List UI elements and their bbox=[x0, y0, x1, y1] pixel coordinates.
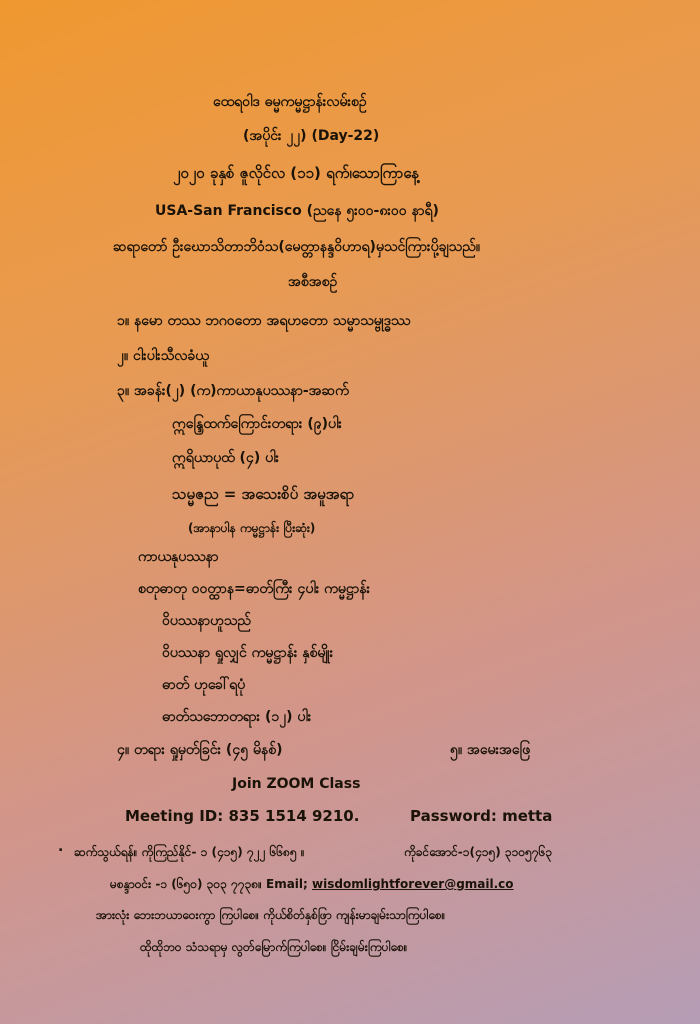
location-time: USA-San Francisco (ညနေ ၅း၀၀-၈း၀၀ နာရီ) bbox=[155, 203, 439, 219]
contact-phone-email-label: မစန္ဒာဝင်း -၁ (၆၅၀) ၃၀၃ ၇၇၃၈။ Email; bbox=[110, 877, 308, 891]
program-item-5: ၅။ အမေးအဖြေ bbox=[450, 742, 531, 758]
bullet-dot: . bbox=[58, 839, 64, 855]
section-2-title: ကာယနုပဿနာ bbox=[138, 549, 219, 565]
program-item-3-sub-4: (အာနာပါန ကမ္မဋ္ဌာန်း ပြီးဆုံး) bbox=[188, 521, 316, 535]
password: Password: metta bbox=[410, 807, 553, 825]
page-title: ထေရဝါဒ ဓမ္မကမ္မဋ္ဌာန်းလမ်းစဉ် bbox=[213, 94, 367, 110]
section-2-line-1: စတုဓာတု ဝဝတ္ထာန=ဓာတ်ကြီး ၄ပါး ကမ္မဋ္ဌာန်း bbox=[138, 581, 371, 597]
section-2-sub-2: ဝိပဿနာ ရှုလျှင် ကမ္မဋ္ဌာန်း နှစ်မျိုး bbox=[162, 645, 334, 661]
teacher-line: ဆရာတော် ဦးဃောသိတာဘိဝံသ(မေတ္တာနန္ဒဝိဟာရ)မှသင်ကြားပို့ချသည်။ bbox=[113, 239, 480, 255]
blessing-line-2: ထိုထိုဘဝ သံသရာမှ လွတ်မြောက်ကြပါစေ။ ငြိမ်းချမ်းကြပါစေ။ bbox=[140, 940, 408, 954]
part-label: (အပိုင်း ၂၂) (Day-22) bbox=[243, 128, 380, 144]
program-item-2: ၂။ ငါးပါးသီလခံယူ bbox=[117, 348, 209, 364]
program-item-3: ၃။ အခန်း(၂) (က)ကာယာနုပဿနာ-အဆက် bbox=[117, 383, 349, 399]
program-item-3-sub-3: သမ္မဇည = အသေးစိပ် အမူအရာ bbox=[172, 485, 355, 503]
blessing-line-1: အားလုံး ဘေးဘယာဝေးကွာ ကြပါစေ။ ကိုယ်စိတ်နှစ်ဖြာ ကျန်းမာချမ်းသာကြပါစေ။ bbox=[96, 908, 446, 922]
program-item-4: ၄။ တရား ရှုမှတ်ခြင်း (၄၅ မိနစ်) bbox=[117, 742, 283, 758]
contact-line-1b: ကိုခင်အောင်-၁(၄၁၅) ၃၁၀၅၇၆၃ bbox=[404, 845, 553, 859]
section-2-sub-3: ဓာတ် ဟုခေါ်ရပုံ bbox=[162, 677, 246, 693]
program-item-3-sub-1: ဣန္ဒြေထက်ကြောင်းတရား (၉)ပါး bbox=[172, 416, 342, 432]
zoom-join-label: Join ZOOM Class bbox=[232, 776, 361, 792]
meeting-id: Meeting ID: 835 1514 9210. bbox=[125, 807, 360, 825]
contact-line-1: ဆက်သွယ်ရန်။ ကိုကြည်နိုင်- ၁ (၄၁၅) ၇၂၂ ၆၆၈၅ ။ bbox=[74, 845, 305, 859]
date-line: ၂၀၂၀ ခုနှစ် ဇူလိုင်လ (၁၁) ရက်၊သောကြာနေ့ bbox=[173, 164, 420, 182]
email-link[interactable]: wisdomlightforever@gmail.co bbox=[312, 877, 514, 891]
section-2-sub-1: ဝိပဿနာဟူသည် bbox=[162, 613, 251, 629]
program-item-1: ၁။ နမော တဿ ဘဂဝတော အရဟတော သမ္မာသမ္ဗုဒ္ဓဿ bbox=[117, 313, 411, 329]
program-heading: အစီအစဉ် bbox=[288, 274, 338, 290]
program-item-3-sub-2: ဣရိယာပုထ် (၄) ပါး bbox=[172, 450, 280, 466]
section-2-sub-4: ဓာတ်သဘောတရား (၁၂) ပါး bbox=[162, 709, 312, 725]
contact-line-2 bbox=[110, 874, 514, 894]
